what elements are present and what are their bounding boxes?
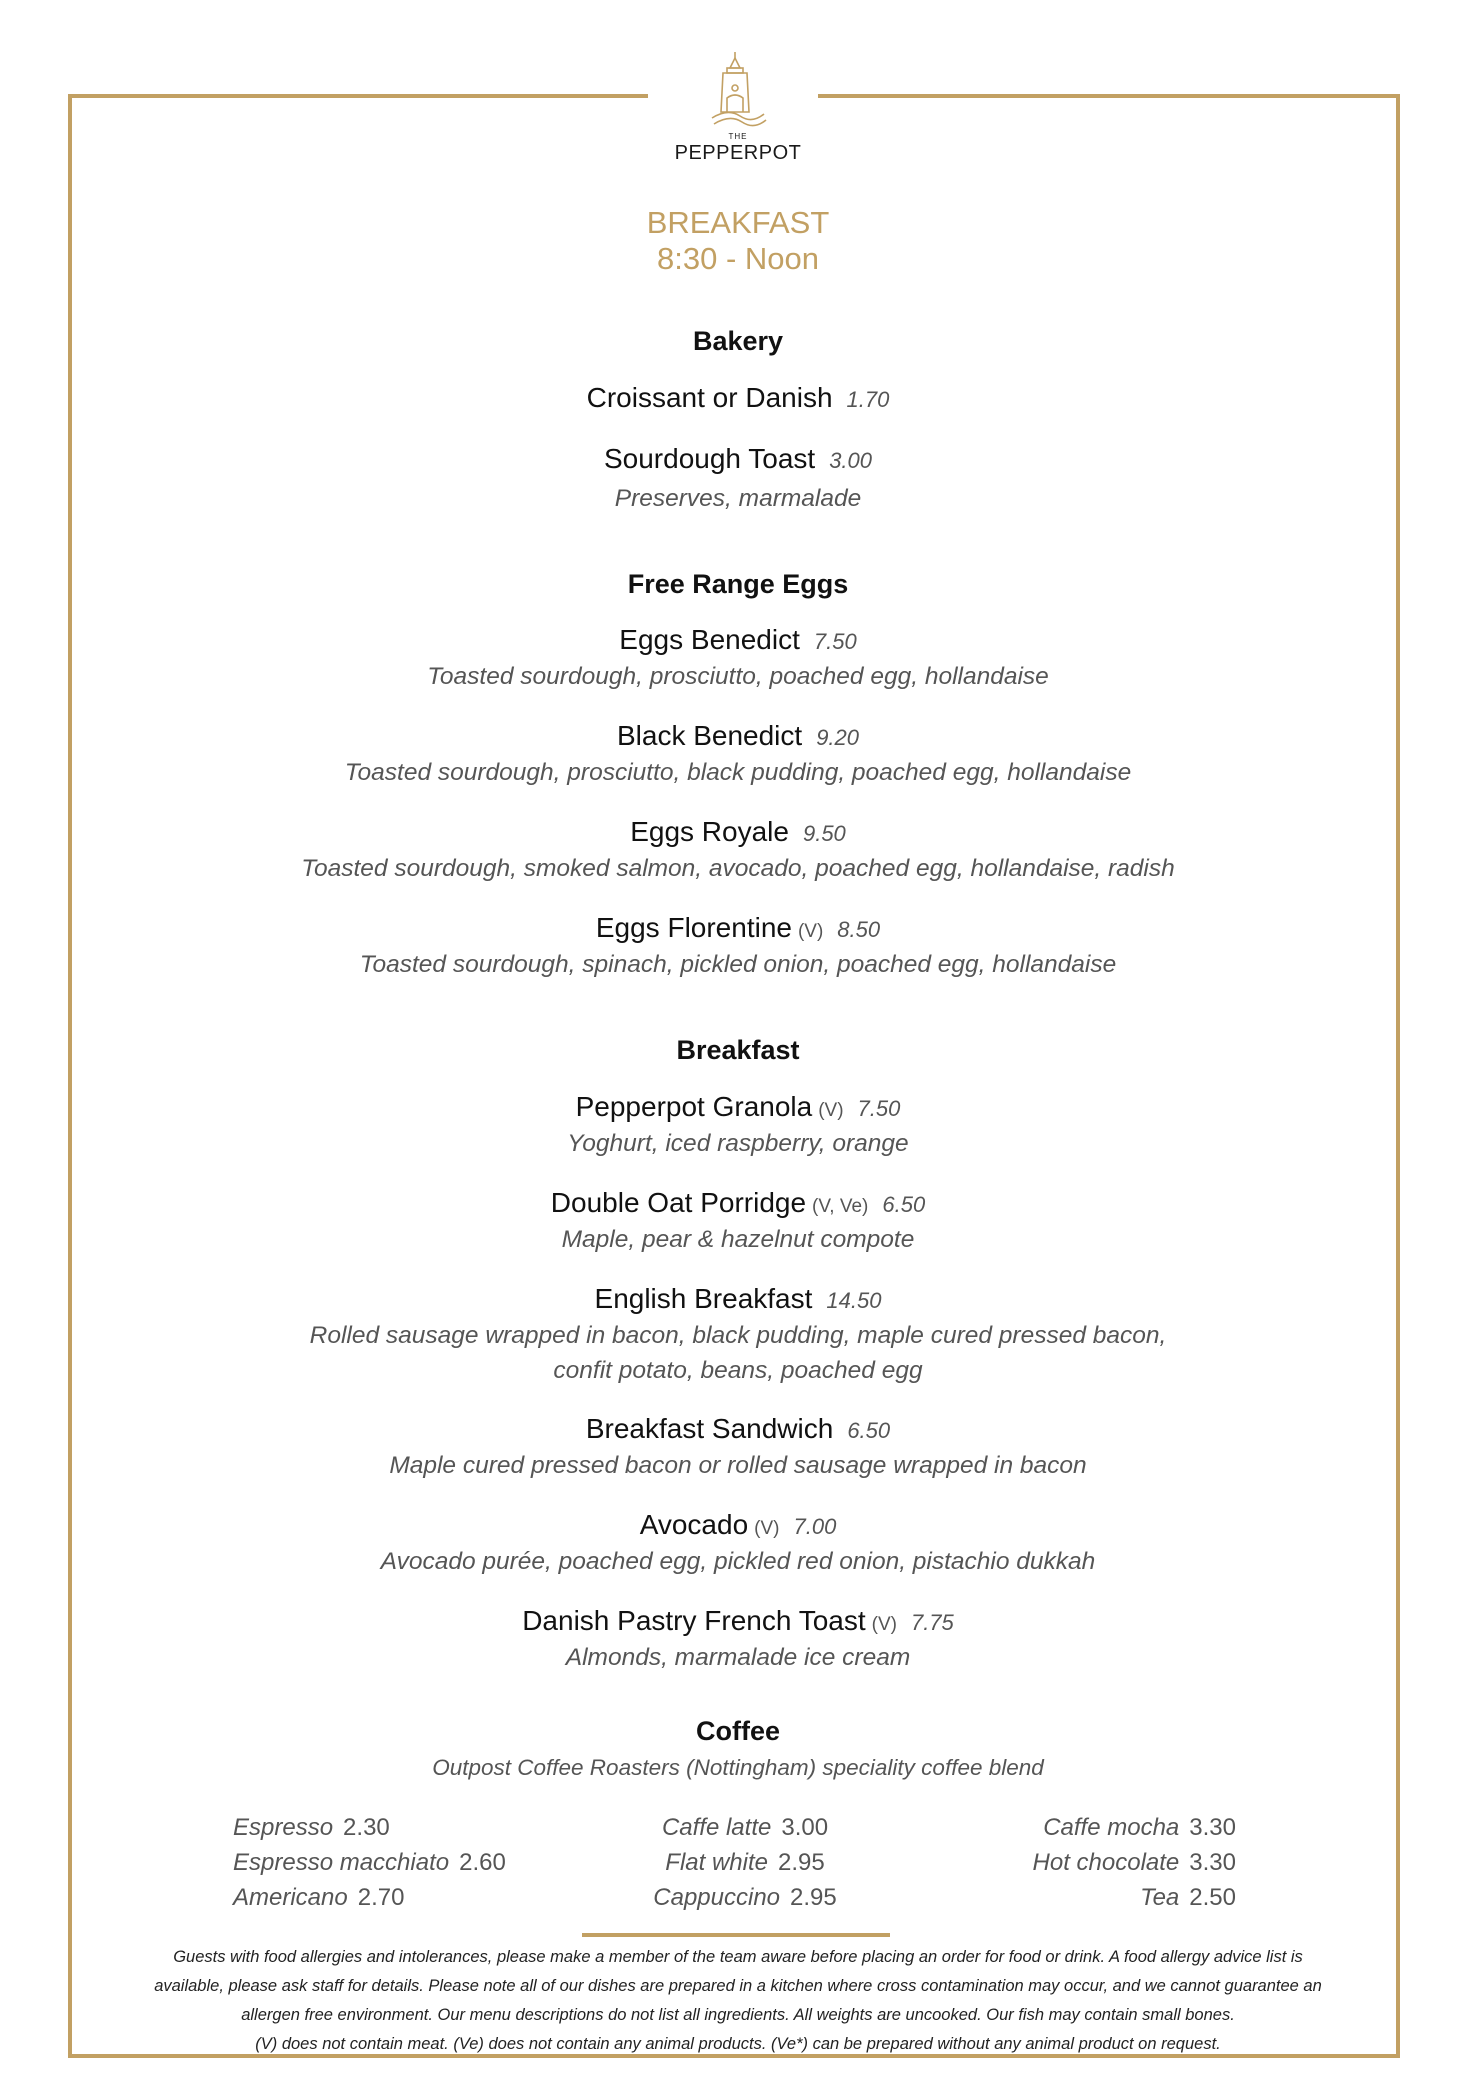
item-price: 7.00 <box>793 1514 837 1539</box>
item-name: Danish Pastry French Toast <box>522 1605 866 1636</box>
brand-logo <box>0 50 1476 165</box>
menu-item <box>0 1605 1476 1637</box>
coffee-item <box>960 1845 1236 1880</box>
menu-item <box>0 382 1476 414</box>
allergy-notice <box>88 1943 1388 2059</box>
item-price: 8.50 <box>837 917 881 942</box>
item-name: Sourdough Toast <box>603 443 816 474</box>
meal-hours: 8:30 - Noon <box>657 241 819 276</box>
dietary-tag: (V) <box>754 1518 780 1539</box>
item-description: Almonds, marmalade ice cream <box>565 1644 911 1671</box>
item-price: 6.50 <box>847 1418 891 1443</box>
coffee-price: 2.95 <box>777 1849 825 1876</box>
menu-item <box>0 912 1476 944</box>
coffee-item <box>233 1845 506 1880</box>
menu-item <box>0 1187 1476 1219</box>
item-price: 1.70 <box>846 387 890 412</box>
item-name: Double Oat Porridge <box>550 1187 807 1218</box>
item-price: 3.00 <box>829 448 873 473</box>
item-description: Preserves, marmalade <box>614 485 862 512</box>
coffee-price: 3.30 <box>1189 1814 1236 1841</box>
item-price: 7.50 <box>857 1096 901 1121</box>
item-name: Avocado <box>639 1509 749 1540</box>
coffee-name: Cappuccino <box>653 1884 781 1911</box>
coffee-subtitle: Outpost Coffee Roasters (Nottingham) speciality coffee blend <box>432 1755 1044 1780</box>
coffee-price: 2.50 <box>1189 1884 1236 1911</box>
coffee-name: Tea <box>1140 1884 1180 1911</box>
coffee-name: Espresso macchiato <box>233 1849 450 1876</box>
coffee-price: 3.30 <box>1189 1849 1236 1876</box>
coffee-item <box>233 1810 506 1845</box>
item-price: 14.50 <box>826 1288 882 1313</box>
item-price: 6.50 <box>882 1192 926 1217</box>
item-description: Toasted sourdough, prosciutto, black pudding, poached egg, hollandaise <box>344 759 1132 786</box>
item-description: confit potato, beans, poached egg <box>553 1357 923 1384</box>
section-title-coffee: Coffee <box>695 1716 780 1746</box>
item-description: Toasted sourdough, prosciutto, poached egg, hollandaise <box>427 663 1049 690</box>
coffee-price: 2.30 <box>343 1814 390 1841</box>
menu-item <box>0 624 1476 656</box>
footer-divider <box>582 1933 890 1937</box>
item-price: 9.50 <box>802 821 846 846</box>
item-name: Breakfast Sandwich <box>585 1413 834 1444</box>
coffee-price: 2.60 <box>459 1849 506 1876</box>
item-description: Maple cured pressed bacon or rolled sausage wrapped in bacon <box>389 1452 1087 1479</box>
item-price: 9.20 <box>816 725 860 750</box>
item-description: Rolled sausage wrapped in bacon, black pudding, maple cured pressed bacon, <box>309 1322 1167 1349</box>
item-name: Eggs Florentine <box>595 912 792 943</box>
item-name: English Breakfast <box>594 1283 813 1314</box>
coffee-name: Americano <box>233 1884 348 1911</box>
coffee-column-left <box>233 1810 506 1915</box>
item-name: Eggs Benedict <box>619 624 800 655</box>
section-title-eggs: Free Range Eggs <box>627 569 849 599</box>
allergy-notice-line: available, please ask staff for details. Please note all of our dishes are prepared in a kitchen where cross contamination may occur, and we cannot guarantee an <box>154 1977 1322 1995</box>
coffee-item <box>600 1810 890 1845</box>
coffee-price: 2.70 <box>357 1884 405 1911</box>
item-name: Croissant or Danish <box>586 382 833 413</box>
pepperpot-tower-icon <box>708 50 768 134</box>
coffee-item <box>600 1845 890 1880</box>
menu-item <box>0 1413 1476 1445</box>
coffee-item <box>960 1880 1236 1915</box>
menu-item <box>0 1283 1476 1315</box>
coffee-price: 2.95 <box>790 1884 837 1911</box>
coffee-name: Caffe mocha <box>1043 1814 1180 1841</box>
section-title-bakery: Bakery <box>692 326 784 356</box>
coffee-column-right <box>960 1810 1236 1915</box>
menu-item <box>0 720 1476 752</box>
item-description: Avocado purée, poached egg, pickled red onion, pistachio dukkah <box>380 1548 1096 1575</box>
coffee-name: Espresso <box>233 1814 334 1841</box>
coffee-item <box>233 1880 506 1915</box>
dietary-tag: (V) <box>797 921 824 942</box>
coffee-name: Caffe latte <box>661 1814 772 1841</box>
item-price: 7.50 <box>813 629 857 654</box>
coffee-price: 3.00 <box>781 1814 829 1841</box>
item-description: Maple, pear & hazelnut compote <box>561 1226 915 1253</box>
coffee-item <box>600 1880 890 1915</box>
dietary-tag: (V, Ve) <box>812 1196 869 1217</box>
meal-title: BREAKFAST <box>646 205 830 240</box>
menu-item <box>0 1509 1476 1541</box>
brand-prefix: THE <box>728 132 748 141</box>
menu-item <box>0 443 1476 475</box>
section-title-breakfast: Breakfast <box>676 1035 800 1065</box>
item-name: Pepperpot Granola <box>575 1091 813 1122</box>
allergy-notice-line: Guests with food allergies and intolerances, please make a member of the team aware before placing an order for food or drink. A food allergy advice list is <box>173 1948 1303 1966</box>
menu-item <box>0 1091 1476 1123</box>
item-name: Black Benedict <box>616 720 803 751</box>
coffee-column-middle <box>600 1810 890 1915</box>
item-description: Yoghurt, iced raspberry, orange <box>567 1130 909 1157</box>
menu-item <box>0 816 1476 848</box>
item-price: 7.75 <box>910 1610 954 1635</box>
brand-name: PEPPERPOT <box>674 142 802 164</box>
item-name: Eggs Royale <box>630 816 789 847</box>
allergy-notice-line: allergen free environment. Our menu descriptions do not list all ingredients. All weights are uncooked. Our fish may contain small bones. <box>241 2006 1235 2024</box>
item-description: Toasted sourdough, spinach, pickled onion, poached egg, hollandaise <box>359 951 1117 978</box>
dietary-legend: (V) does not contain meat. (Ve) does not contain any animal products. (Ve*) can be prepared without any animal product on request. <box>255 2035 1221 2053</box>
coffee-name: Hot chocolate <box>1032 1849 1180 1876</box>
coffee-item <box>960 1810 1236 1845</box>
dietary-tag: (V) <box>871 1614 897 1635</box>
item-description: Toasted sourdough, smoked salmon, avocado, poached egg, hollandaise, radish <box>301 855 1175 882</box>
coffee-name: Flat white <box>665 1849 768 1876</box>
dietary-tag: (V) <box>818 1100 844 1121</box>
